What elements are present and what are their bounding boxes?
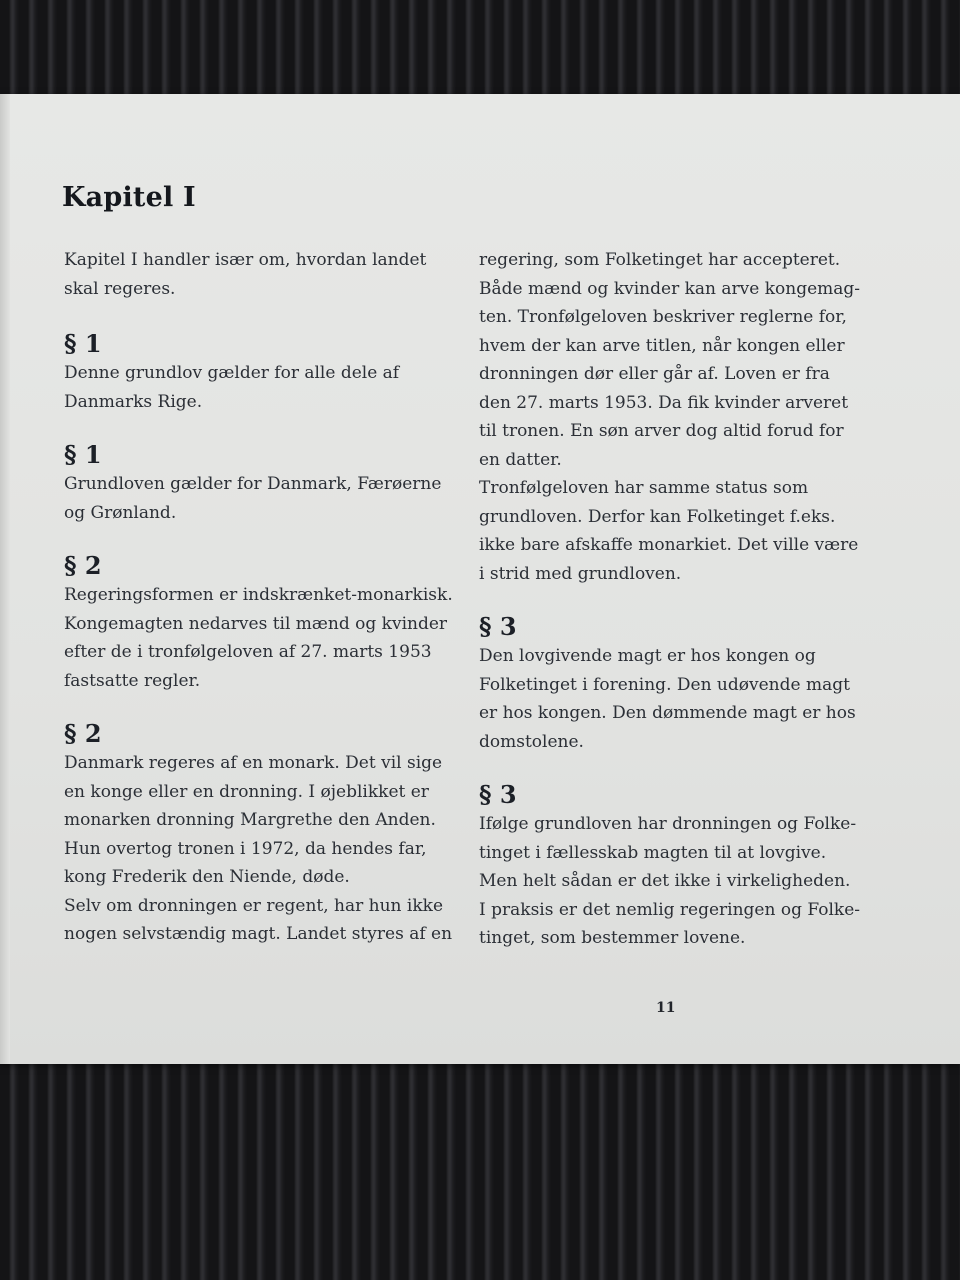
section-heading: § 2 — [64, 719, 102, 748]
text-line: Hun overtog tronen i 1972, da hendes far, — [64, 838, 427, 859]
text-line: dronningen dør eller går af. Loven er fra — [479, 364, 830, 384]
text-line: ikke bare afskaffe monarkiet. Det ville være — [479, 535, 859, 555]
section-heading: § 2 — [64, 551, 102, 580]
text-line: til tronen. En søn arver dog altid forud for — [479, 421, 844, 441]
text-line: den 27. marts 1953. Da fik kvinder arveret — [479, 392, 849, 413]
right-column — [479, 246, 879, 953]
section-1a — [64, 329, 464, 416]
text-line: er hos kongen. Den dømmende magt er hos — [479, 703, 856, 723]
text-line: Den lovgivende magt er hos kongen og — [479, 646, 816, 666]
text-line: fastsatte regler. — [64, 670, 201, 691]
text-line: Men helt sådan er det ikke i virkeligheden. — [479, 871, 851, 891]
intro-paragraph — [64, 246, 464, 303]
left-column — [64, 246, 464, 949]
text-line: I praksis er det nemlig regeringen og Folke- — [479, 899, 861, 920]
text-line: tinget, som bestemmer lovene. — [479, 928, 746, 948]
text-line: Danmark regeres af en monark. Det vil sige — [64, 753, 443, 773]
section-3a — [479, 612, 879, 756]
section-heading: § 1 — [64, 440, 102, 469]
continuation-paragraph — [479, 246, 879, 588]
text-line: Grundloven gælder for Danmark, Færøerne — [64, 474, 442, 494]
chapter-title: Kapitel I — [62, 182, 196, 213]
text-line: i strid med grundloven. — [479, 563, 682, 584]
text-line: ten. Tronfølgeloven beskriver reglerne for, — [479, 307, 847, 327]
text-line: Kongemagten nedarves til mænd og kvinder — [64, 613, 448, 634]
section-heading: § 3 — [479, 612, 517, 641]
text-line: efter de i tronfølgeloven af 27. marts 1953 — [64, 642, 432, 662]
text-line: tinget i fællesskab magten til at lovgive. — [479, 842, 827, 863]
section-1b — [64, 440, 464, 527]
section-2a — [64, 551, 464, 695]
text-line: Selv om dronningen er regent, har hun ikke — [64, 895, 444, 916]
section-3b — [479, 780, 879, 953]
text-line: Regeringsformen er indskrænket-monarkisk. — [64, 585, 453, 605]
text-line: og Grønland. — [64, 502, 177, 523]
page-number: 11 — [656, 1000, 676, 1016]
text-line: Både mænd og kvinder kan arve kongemag- — [479, 278, 861, 299]
text-line: en konge eller en dronning. I øjeblikket er — [64, 781, 429, 802]
text-line: Danmarks Rige. — [64, 391, 203, 412]
text-line: kong Frederik den Niende, døde. — [64, 867, 350, 887]
text-line: en datter. — [479, 449, 562, 470]
section-heading: § 1 — [64, 329, 102, 358]
section-heading: § 3 — [479, 780, 517, 809]
text-line: Tronfølgeloven har samme status som — [479, 478, 809, 498]
text-line: Kapitel I handler især om, hvordan landet — [64, 250, 427, 270]
text-line: hvem der kan arve titlen, når kongen eller — [479, 335, 845, 356]
book-page — [0, 94, 960, 1064]
section-2b — [64, 719, 464, 949]
page-edge — [0, 94, 10, 1064]
text-line: Denne grundlov gælder for alle dele af — [64, 363, 400, 383]
text-line: nogen selvstændig magt. Landet styres af en — [64, 924, 453, 944]
text-line: domstolene. — [479, 731, 584, 752]
text-line: Ifølge grundloven har dronningen og Folke- — [479, 814, 857, 834]
text-line: skal regeres. — [64, 278, 176, 299]
text-line: monarken dronning Margrethe den Anden. — [64, 810, 436, 830]
text-line: grundloven. Derfor kan Folketinget f.eks. — [479, 506, 836, 527]
text-line: Folketinget i forening. Den udøvende magt — [479, 674, 850, 695]
text-line: regering, som Folketinget har accepteret. — [479, 250, 841, 270]
